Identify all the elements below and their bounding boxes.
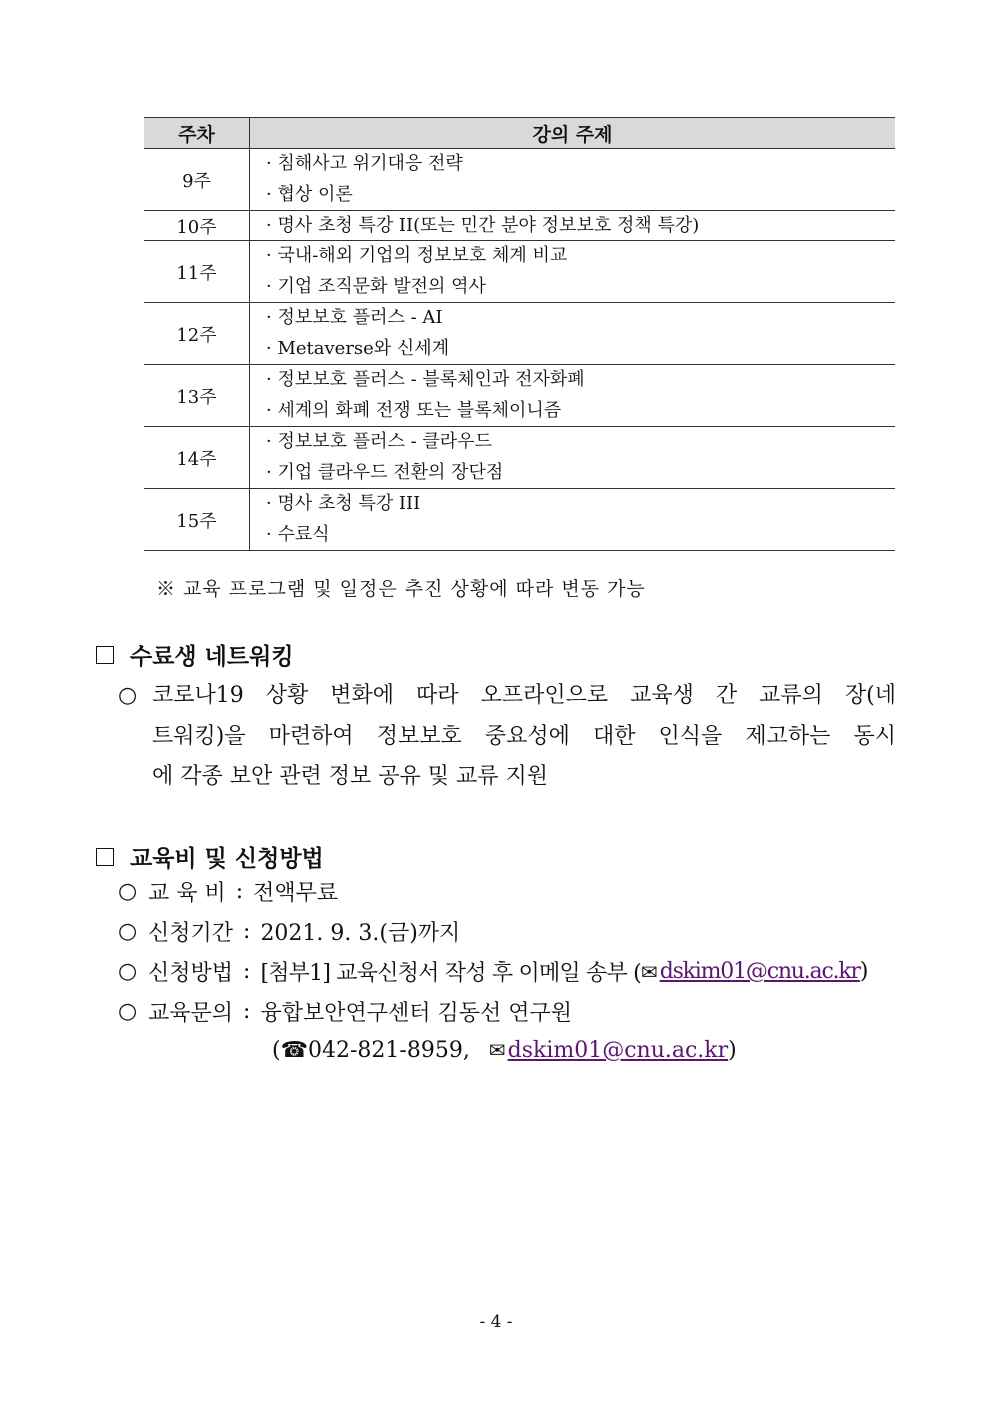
networking-section-heading — [96, 638, 294, 671]
table-row — [144, 241, 895, 303]
topic-cell — [250, 303, 896, 365]
info-label: 교육문의 — [148, 1001, 234, 1026]
paragraph-line: 트워킹)을 마련하여 정보보호 중요성에 대한 인식을 제고하는 동시 — [152, 723, 896, 749]
topic-cell — [250, 211, 896, 241]
topic-line: · 국내-해외 기업의 정보보호 체계 비교 — [266, 245, 568, 266]
topic-line: · 정보보호 플러스 - 블록체인과 전자화폐 — [266, 369, 585, 390]
circle-bullet-icon: ○ — [118, 919, 138, 944]
info-value: 융합보안연구센터 김동선 연구원 — [260, 1001, 572, 1026]
info-label: 신청기간 — [148, 921, 234, 946]
close-paren: ) — [728, 1038, 737, 1063]
contact-line — [272, 1038, 737, 1063]
info-label: 신청방법 — [148, 961, 234, 986]
fee-row — [118, 876, 338, 907]
table-row — [144, 427, 895, 489]
table-row — [144, 303, 895, 365]
topic-cell — [250, 427, 896, 489]
topic-line: · 정보보호 플러스 - 클라우드 — [266, 431, 492, 452]
closing-paren: ) — [859, 959, 869, 984]
table-header-row — [144, 118, 895, 149]
circle-bullet-icon: ○ — [118, 683, 138, 708]
checkbox-icon — [96, 646, 114, 664]
open-paren: ( — [272, 1038, 281, 1063]
week-cell: 14주 — [144, 427, 250, 489]
circle-bullet-icon: ○ — [118, 879, 138, 904]
topic-cell — [250, 365, 896, 427]
week-cell: 11주 — [144, 241, 250, 303]
week-cell: 12주 — [144, 303, 250, 365]
email-link[interactable]: dskim01@cnu.ac.kr — [659, 959, 860, 984]
schedule-note: ※ 교육 프로그램 및 일정은 추진 상황에 따라 변동 가능 — [156, 578, 646, 600]
table-row — [144, 149, 895, 211]
colon: : — [243, 999, 251, 1024]
info-label: 교 육 비 — [148, 881, 226, 906]
paragraph-line: 코로나19 상황 변화에 따라 오프라인으로 교육생 간 교류의 장(네 — [152, 683, 896, 708]
colon: : — [243, 959, 251, 984]
topic-cell — [250, 149, 896, 211]
email-link[interactable]: dskim01@cnu.ac.kr — [507, 1038, 729, 1063]
week-cell: 15주 — [144, 489, 250, 551]
topic-line: · 명사 초청 특강 III — [266, 493, 421, 514]
table-row — [144, 365, 895, 427]
networking-paragraph — [118, 676, 896, 798]
circle-bullet-icon: ○ — [118, 959, 138, 984]
fees-section-heading — [96, 840, 324, 873]
circle-bullet-icon: ○ — [118, 999, 138, 1024]
phone-number: 042-821-8959, — [308, 1038, 470, 1063]
topic-line: · 기업 조직문화 발전의 역사 — [266, 275, 486, 297]
topic-line: · 명사 초청 특강 II(또는 민간 분야 정보보호 정책 특강) — [266, 215, 700, 236]
course-schedule-table — [144, 117, 895, 551]
colon: : — [243, 919, 251, 944]
envelope-icon: ✉ — [640, 959, 658, 984]
table-row — [144, 211, 895, 241]
checkbox-icon — [96, 848, 114, 866]
topic-header: 강의 주제 — [250, 118, 896, 149]
colon: : — [235, 879, 244, 904]
topic-cell — [250, 241, 896, 303]
section-title: 교육비 및 신청방법 — [130, 846, 324, 872]
topic-line: · Metaverse와 신세계 — [266, 337, 450, 359]
topic-line: · 기업 클라우드 전환의 장단점 — [266, 461, 504, 483]
table-row — [144, 489, 895, 551]
info-value: [첨부1] 교육신청서 작성 후 이메일 송부 ( — [260, 961, 641, 986]
topic-line: · 세계의 화폐 전쟁 또는 블록체이니즘 — [266, 399, 562, 421]
topic-cell — [250, 489, 896, 551]
topic-line: · 침해사고 위기대응 전략 — [266, 153, 463, 174]
page-number: - 4 - — [479, 1312, 513, 1332]
paragraph-line: 에 각종 보안 관련 정보 공유 및 교류 지원 — [152, 764, 548, 789]
info-value: 2021. 9. 3.(금)까지 — [260, 921, 461, 946]
week-cell: 9주 — [144, 149, 250, 211]
info-value: 전액무료 — [253, 881, 339, 906]
week-cell: 10주 — [144, 211, 250, 241]
topic-line: · 정보보호 플러스 - AI — [266, 307, 443, 328]
topic-line: · 수료식 — [266, 523, 330, 545]
week-header: 주차 — [144, 118, 250, 149]
application-method-row — [118, 956, 868, 987]
telephone-icon: ☎ — [280, 1038, 308, 1063]
section-title: 수료생 네트워킹 — [130, 644, 294, 670]
topic-line: · 협상 이론 — [266, 183, 353, 205]
envelope-icon: ✉ — [488, 1038, 506, 1062]
inquiry-row — [118, 996, 572, 1027]
week-cell: 13주 — [144, 365, 250, 427]
application-period-row — [118, 916, 460, 947]
